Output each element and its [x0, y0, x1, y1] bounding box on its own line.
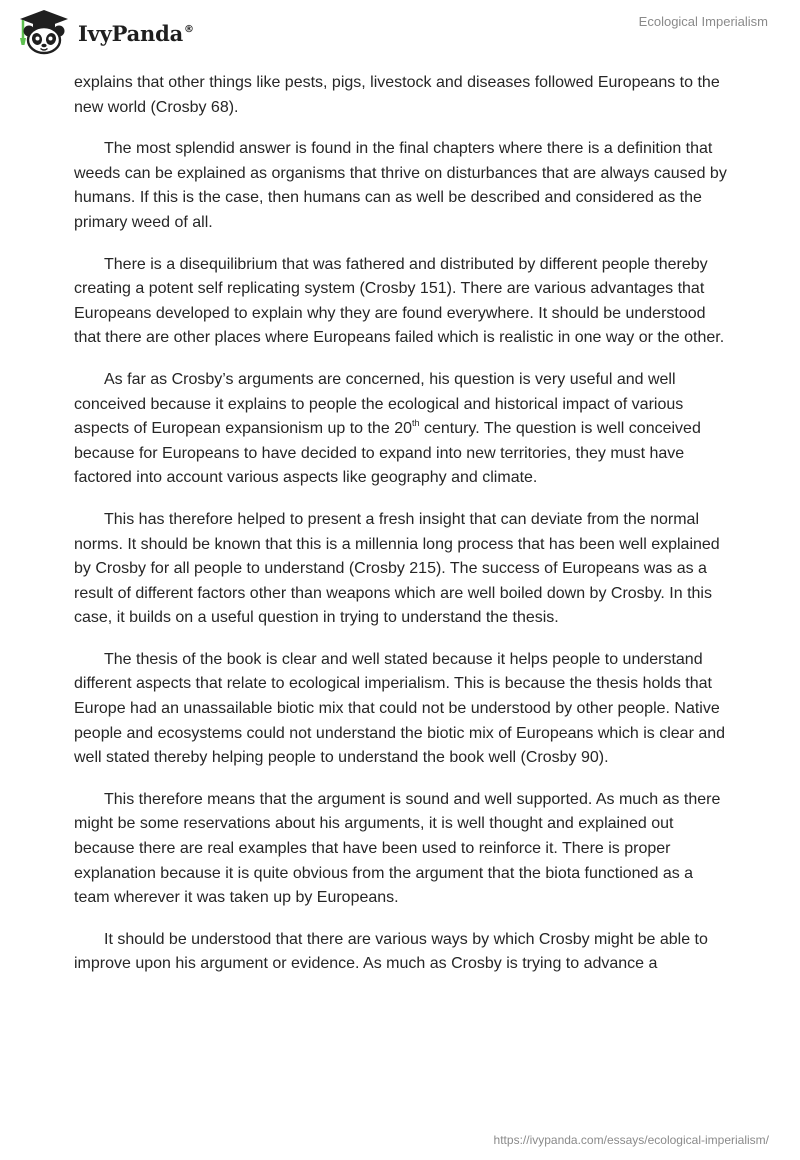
running-title: Ecological Imperialism	[638, 14, 768, 29]
paragraph: There is a disequilibrium that was fathered and distributed by different people thereby creating a potent self replicating system (Crosby 151). There are various advantages that Europeans developed to explain why they are found everywhere. It should be understood that there are other places where Europeans failed which is realistic in one way or the other.	[74, 255, 725, 347]
brand-name: IvyPanda®	[78, 20, 194, 46]
paragraph: This therefore means that the argument is sound and well supported. As much as there might be some reservations about his arguments, it is well thought and explained out because there are real examples that have been used to reinforce it. There is proper explanation because it is quite obvious from the argument that the biota functioned as a team wherever it was taken up by Europeans.	[74, 790, 721, 907]
paragraph: explains that other things like pests, pigs, livestock and diseases followed Europeans to the new world (Crosby 68).	[74, 74, 720, 116]
paragraph-text: century. The question is well conceived because for Europeans to have decided to expand into new territories, they must have factored into account various aspects like geography and climate.	[74, 420, 701, 487]
ivypanda-logo[interactable]	[14, 9, 194, 55]
source-url-link[interactable]: https://ivypanda.com/essays/ecological-imperialism/	[493, 1133, 769, 1147]
registered-mark: ®	[184, 23, 194, 35]
paragraph: The thesis of the book is clear and well stated because it helps people to understand different aspects that relate to ecological imperialism. This is because the thesis holds that Europe had an unassailable biotic mix that could not be understood by other people. Native people and ecosystems could not understand the biotic mix of Europeans which is clear and well stated thereby helping people to understand the book well (Crosby 90).	[74, 650, 726, 767]
paragraph	[74, 368, 728, 491]
paragraph: The most splendid answer is found in the final chapters where there is a definition that weeds can be explained as organisms that thrive on disturbances that are always caused by humans. If this is the case, then humans can as well be described and considered as the primary weed of all.	[74, 140, 727, 231]
paragraph: This has therefore helped to present a fresh insight that can deviate from the normal norms. It should be known that this is a millennia long process that has been well explained by Crosby for all people to understand (Crosby 215). The success of Europeans was as a result of different factors other than weapons which are well boiled down by Crosby. In this case, it builds on a useful question in trying to understand the thesis.	[74, 510, 720, 627]
page-header	[0, 0, 800, 70]
essay-body	[74, 71, 728, 994]
superscript: th	[412, 418, 420, 429]
paragraph-text: As far as Crosby’s arguments are concerned, his question is very useful and well conceived because it explains to people the ecological and historical impact of various aspects of European expansionism up to the 20	[74, 370, 684, 438]
panda-graduate-icon	[14, 9, 74, 55]
paragraph: It should be understood that there are various ways by which Crosby might be able to improve upon his argument or evidence. As much as Crosby is trying to advance a	[74, 930, 708, 973]
